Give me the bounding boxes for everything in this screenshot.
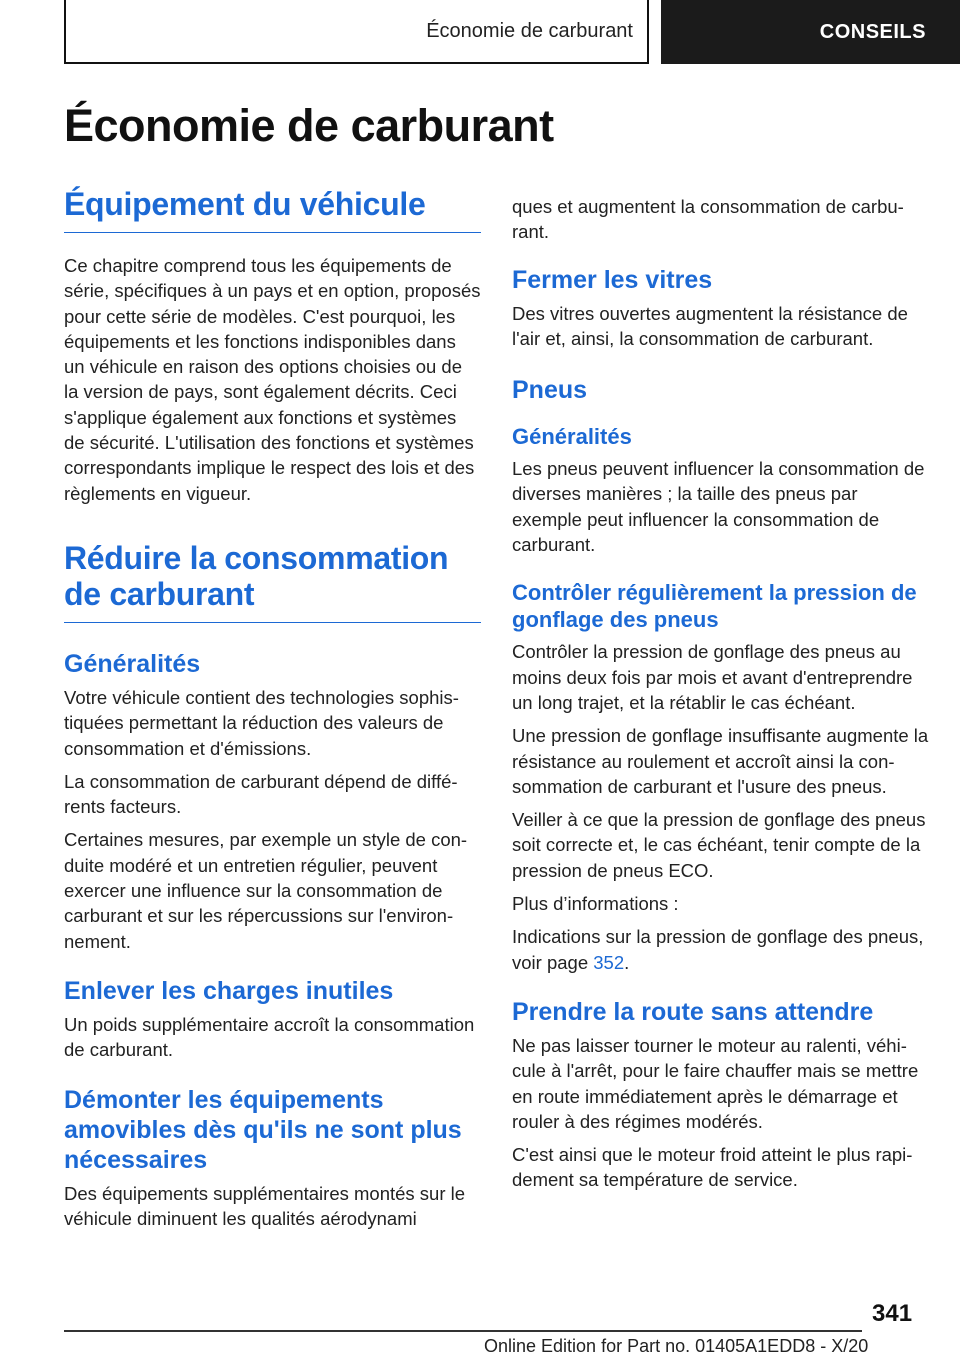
heading-controler: Contrôler régulièrement la pression de gonflage des pneus: [512, 580, 917, 633]
header-chapter-label: CONSEILS: [819, 20, 926, 43]
reference-text: Indications sur la pression de gonflage des pneus, voir page: [512, 926, 924, 973]
page-title: Économie de carburant: [64, 100, 554, 151]
paragraph-route-1: Ne pas laisser tourner le moteur au ralenti, véhicule à l'arrêt, pour le faire chauffer mais se mettre en route immédiatement après le démarrage et rouler à des régimes modérés.: [512, 1034, 919, 1132]
heading-demonter: Démonter les équipements amovibles dès qu'ils ne sont plus nécessaires: [64, 1085, 462, 1174]
paragraph-controler-3: Veiller à ce que la pression de gonflage des pneus soit correcte et, le cas échéant, tenir compte de la pression de pneus ECO.: [512, 809, 926, 881]
header-chapter-tab: [661, 0, 960, 64]
right-column: [512, 194, 930, 1193]
heading-route: Prendre la route sans attendre: [512, 997, 874, 1026]
paragraph-charges: Un poids supplémentaire accroît la consommation de carburant.: [64, 1013, 475, 1061]
reference-end: .: [624, 951, 630, 973]
left-column: [64, 186, 481, 1231]
paragraph-pneus: Les pneus peuvent influencer la consommation de diverses manières ; la taille des pneus par exemple peut influencer la consommation de carburant.: [512, 458, 925, 556]
heading-pneus-generalites: Généralités: [512, 424, 632, 450]
paragraph-route-2: C'est ainsi que le moteur froid atteint le plus rapidement sa température de service.: [512, 1144, 913, 1191]
paragraph-vitres: Des vitres ouvertes augmentent la résistance de l'air et, ainsi, la consommation de carburant.: [512, 302, 908, 349]
page-number: 341: [872, 1300, 913, 1327]
heading-equipement: Équipement du véhicule: [64, 186, 481, 233]
paragraph-generalites-3: Certaines mesures, par exemple un style de conduite modéré et un entretien régulier, peuvent exercer une influence sur la consommation de carburant et sur les répercussions sur l'environnement.: [64, 829, 468, 952]
heading-pneus: Pneus: [512, 376, 588, 405]
paragraph-continuation: ques et augmentent la consommation de carburant.: [512, 196, 904, 243]
heading-vitres: Fermer les vitres: [512, 265, 713, 294]
paragraph-generalites-2: La consommation de carburant dépend de différents facteurs.: [64, 770, 458, 818]
paragraph-controler-5: [512, 924, 930, 975]
paragraph-demonter: Des équipements supplémentaires montés sur le véhicule diminuent les qualités aérodynami: [64, 1182, 466, 1229]
heading-generalites: Généralités: [64, 649, 201, 678]
heading-charges: Enlever les charges inutiles: [64, 976, 394, 1005]
heading-reduire: Réduire la consommation de carburant: [64, 540, 481, 623]
header-section-tab: [64, 0, 649, 64]
paragraph-controler-4: Plus d’informations :: [512, 893, 679, 915]
paragraph-generalites-1: Votre véhicule contient des technologies sophistiquées permettant la réduction des valeurs de consommation et d'émissions.: [64, 686, 459, 759]
footer-divider: [64, 1330, 862, 1332]
header-section-label: Économie de carburant: [426, 19, 633, 42]
paragraph-controler-2: Une pression de gonflage insuffisante augmente la résistance au roulement et accroît ainsi la consommation de carburant et l'usure des pneus.: [512, 725, 929, 797]
paragraph-controler-1: Contrôler la pression de gonflage des pneus au moins deux fois par mois et avant d'entreprendre un long trajet, et la rétablir le cas échéant.: [512, 641, 913, 713]
footer-edition: Online Edition for Part no. 01405A1EDD8 - X/20: [484, 1336, 869, 1356]
page-link-352[interactable]: 352: [593, 951, 625, 973]
paragraph-equipement: Ce chapitre comprend tous les équipements de série, spécifiques à un pays et en option, proposés pour cette série de modèles. C'est pourquoi, les équipements et les fonctions indisponibles dans un véhicule en raison des options choisies ou de la version de pays, sont également décrits. Ceci s'applique également aux fonctions et systèmes de sécurité. L'utilisation des fonctions et systèmes correspondants implique le respect des lois et des règlements en vigueur.: [64, 255, 481, 504]
